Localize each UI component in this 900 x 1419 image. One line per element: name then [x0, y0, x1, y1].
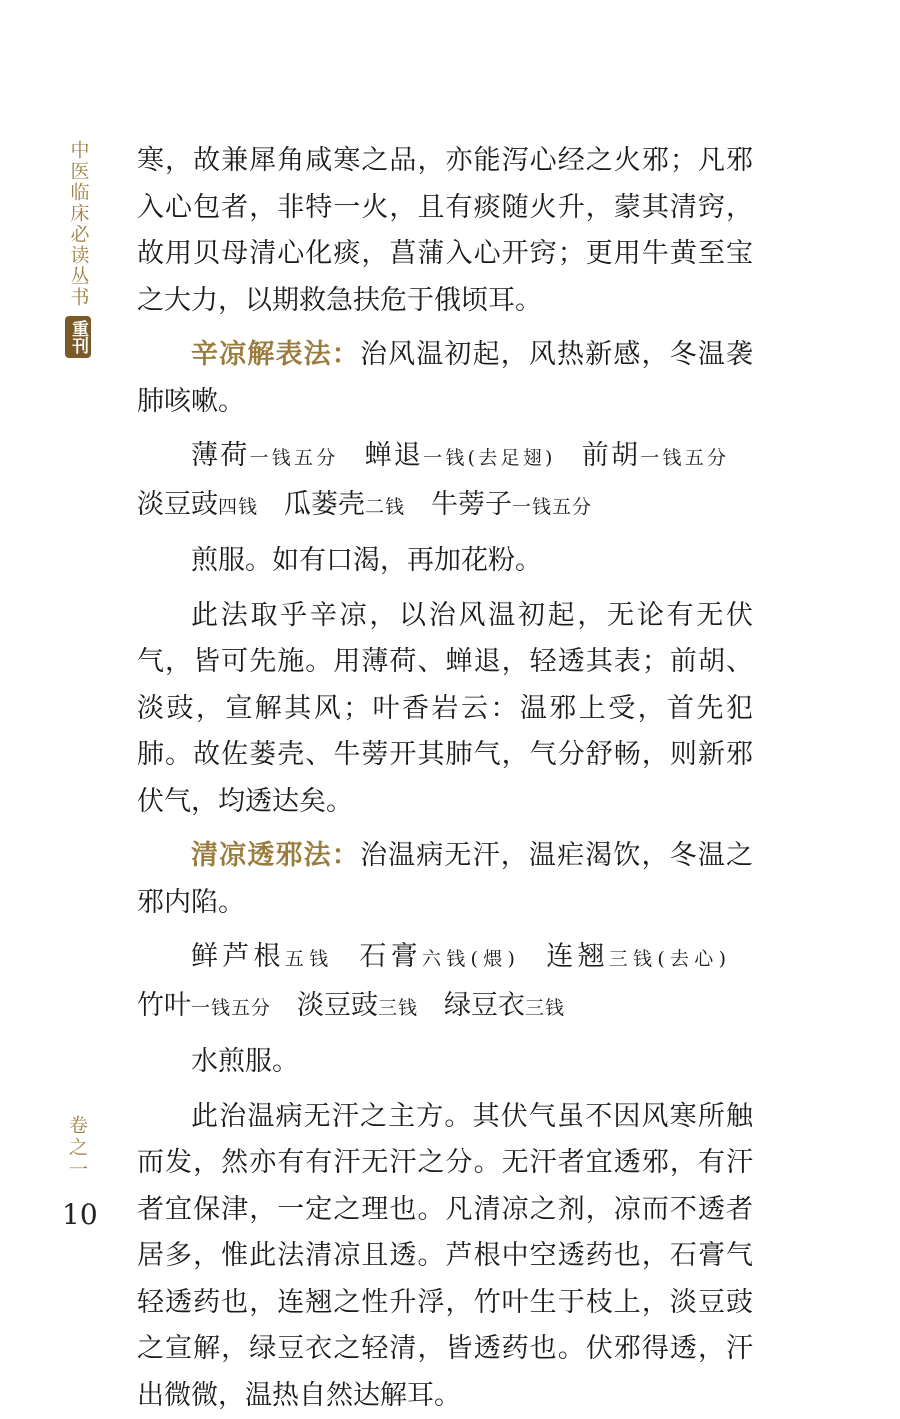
- herb-list-2: [137, 934, 753, 1031]
- herb-item: 牛蒡子一钱五分: [431, 489, 592, 520]
- herb-item: 瓜蒌壳二钱: [284, 489, 405, 520]
- explanation-1: 此法取乎辛凉，以治风温初起，无论有无伏气，皆可先施。用薄荷、蝉退，轻透其表；前胡、淡豉，宣解其风；叶香岩云：温邪上受，首先犯肺。故佐蒌壳、牛蒡开其肺气，气分舒畅，则新邪伏气，均透达矣。: [137, 593, 753, 826]
- series-seal: 重刊: [65, 316, 91, 358]
- preparation-2: 水煎服。: [137, 1039, 753, 1086]
- paragraph-continued: 寒，故兼犀角咸寒之品，亦能泻心经之火邪；凡邪入心包者，非特一火，且有痰随火升，蒙其清窍，故用贝母清心化痰，菖蒲入心开窍；更用牛黄至宝之大力，以期救急扶危于俄顷耳。: [137, 138, 753, 324]
- explanation-2: 此治温病无汗之主方。其伏气虽不因风寒所触而发，然亦有有汗无汗之分。无汗者宜透邪，有汗者宜保津，一定之理也。凡清凉之剂，凉而不透者居多，惟此法清凉且透。芦根中空透药也，石膏气轻透药也，连翘之性升浮，竹叶生于枝上，淡豆豉之宣解，绿豆衣之轻清，皆透药也。伏邪得透，汗出微微，温热自然达解耳。: [137, 1094, 753, 1419]
- page-body: [137, 138, 753, 1419]
- herb-item: 淡豆豉四钱: [137, 489, 258, 520]
- series-title: 中医临床必读丛书: [69, 140, 88, 308]
- herb-item: 前胡一钱五分: [579, 440, 727, 471]
- herb-item: 连翘三钱(去心): [542, 941, 727, 972]
- herb-item: 淡豆豉三钱: [297, 990, 418, 1021]
- volume-label: 卷之一: [64, 1115, 91, 1181]
- herb-item: 鲜芦根五钱: [191, 941, 333, 972]
- herb-item: 竹叶一钱五分: [137, 990, 271, 1021]
- page-number: 10: [62, 1198, 98, 1231]
- herb-list-1: [137, 433, 753, 530]
- method-heading-2: [137, 833, 753, 926]
- herb-item: 绿豆衣三钱: [444, 990, 565, 1021]
- method-name: 清凉透邪法：: [191, 840, 360, 871]
- preparation-1: 煎服。如有口渴，再加花粉。: [137, 538, 753, 585]
- method-description: 治风温初起，风热新感，冬温袭肺咳嗽。: [137, 339, 753, 417]
- method-heading-1: [137, 332, 753, 425]
- herb-item: 蝉退一钱(去足翅): [365, 440, 554, 471]
- method-name: 辛凉解表法：: [191, 339, 360, 370]
- herb-item: 薄荷一钱五分: [191, 440, 339, 471]
- method-description: 治温病无汗，温疟渴饮，冬温之邪内陷。: [137, 840, 753, 918]
- herb-item: 石膏六钱(煨): [359, 941, 516, 972]
- sidebar: [62, 140, 94, 358]
